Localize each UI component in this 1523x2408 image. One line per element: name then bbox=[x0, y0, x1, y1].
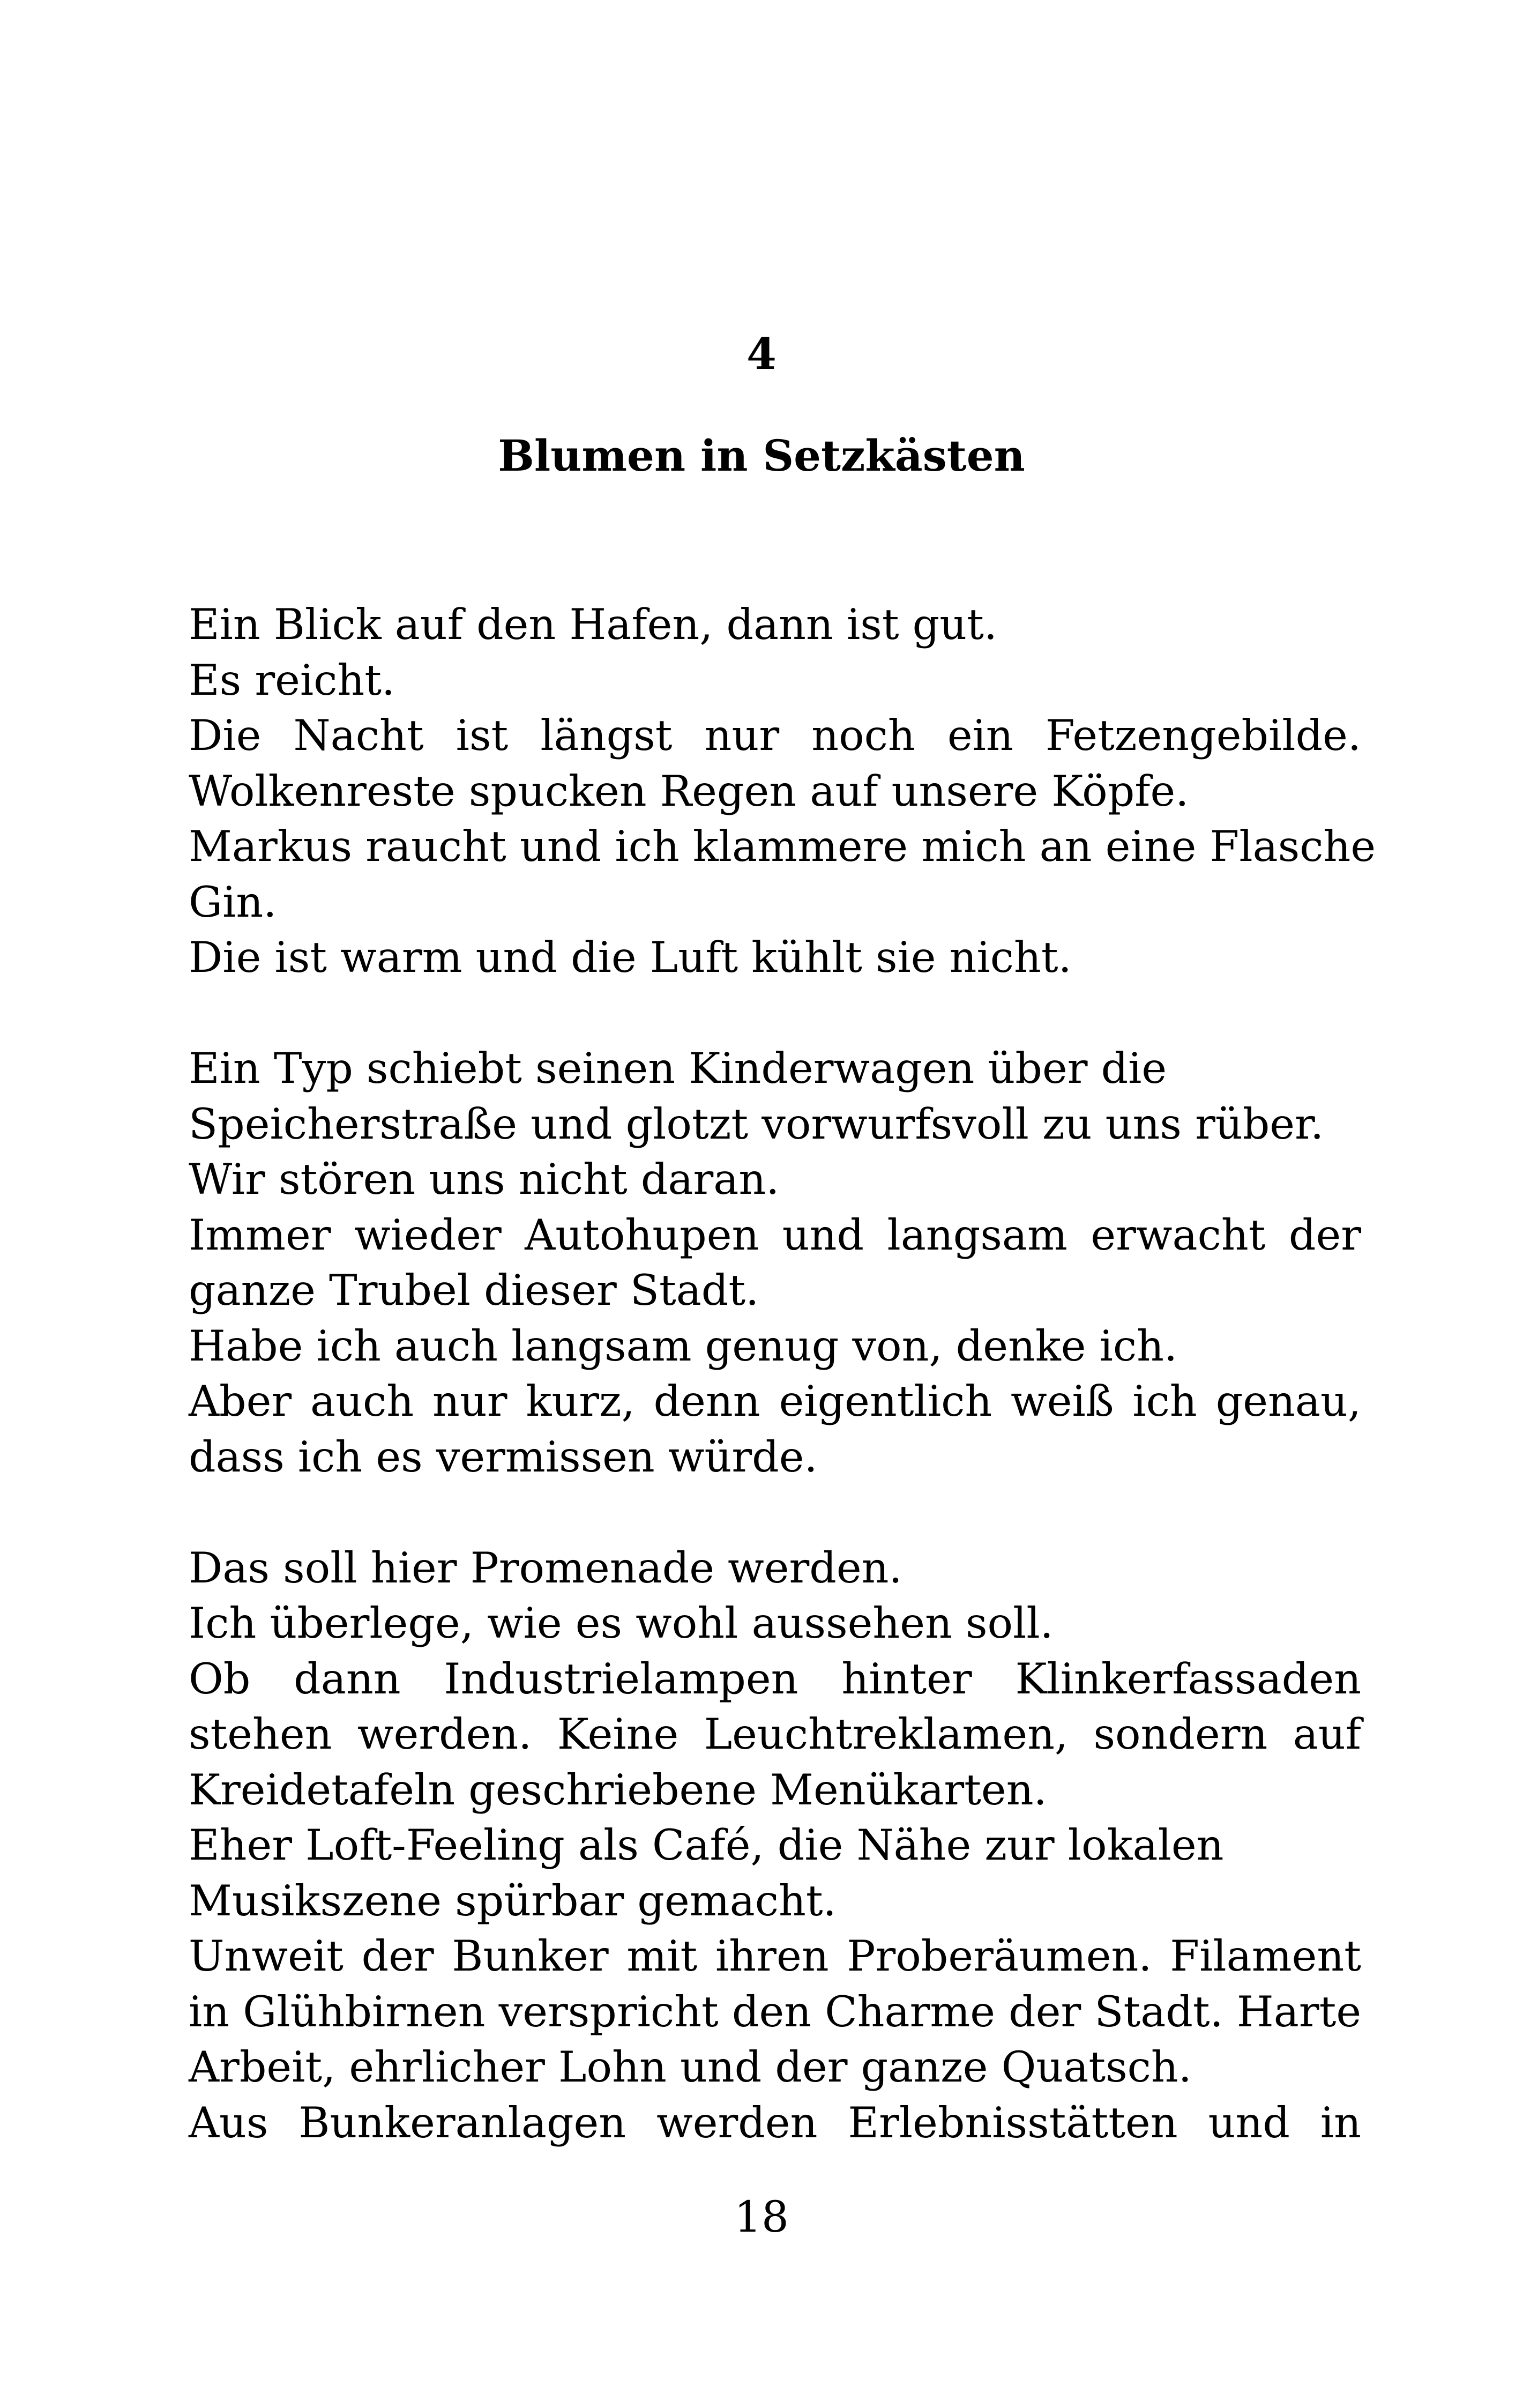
paragraph-gap bbox=[189, 986, 1361, 1042]
text-line: Wir stören uns nicht daran. bbox=[189, 1155, 780, 1204]
text-line: in Glühbirnen verspricht den Charme der Stadt. Harte bbox=[189, 1987, 1362, 2037]
text-line: Ein Typ schiebt seinen Kinderwagen über die bbox=[189, 1044, 1167, 1093]
text-line: Das soll hier Promenade werden. bbox=[189, 1543, 902, 1593]
chapter-title: Blumen in Setzkästen bbox=[498, 430, 1025, 481]
text-line: Kreidetafeln geschriebene Menükarten. bbox=[189, 1765, 1047, 1815]
text-line: Unweit der Bunker mit ihren Proberäumen. Filament bbox=[189, 1931, 1361, 1981]
text-line: Gin. bbox=[189, 877, 277, 927]
body-text bbox=[189, 597, 1376, 2151]
paragraph bbox=[189, 1041, 1361, 1485]
text-line: Eher Loft-Feeling als Café, die Nähe zur lokalen bbox=[189, 1820, 1224, 1870]
text-line: Speicherstraße und glotzt vorwurfsvoll zu uns rüber. bbox=[189, 1099, 1324, 1149]
text-line: dass ich es vermissen würde. bbox=[189, 1432, 818, 1482]
text-line: Ein Blick auf den Hafen, dann ist gut. bbox=[189, 600, 997, 649]
text-line: Ich überlege, wie es wohl aussehen soll. bbox=[189, 1599, 1054, 1648]
text-line: Ob dann Industrielampen hinter Klinkerfassaden bbox=[189, 1654, 1361, 1704]
paragraph-gap bbox=[189, 1485, 1361, 1541]
text-line: Musikszene spürbar gemacht. bbox=[189, 1876, 837, 1926]
text-line: Markus raucht und ich klammere mich an eine Flasche bbox=[189, 822, 1376, 871]
paragraph bbox=[189, 1541, 1361, 2151]
text-line: Wolkenreste spucken Regen auf unsere Köpfe. bbox=[189, 766, 1189, 816]
text-line: Arbeit, ehrlicher Lohn und der ganze Quatsch. bbox=[189, 2042, 1192, 2092]
text-line: Es reicht. bbox=[189, 655, 395, 705]
text-line: ganze Trubel dieser Stadt. bbox=[189, 1266, 759, 1315]
text-line: Immer wieder Autohupen und langsam erwacht der bbox=[189, 1210, 1361, 1260]
paragraph bbox=[189, 597, 1376, 986]
page-number: 18 bbox=[734, 2192, 789, 2242]
text-line: Aber auch nur kurz, denn eigentlich weiß ich genau, bbox=[189, 1377, 1361, 1426]
text-line: Aus Bunkeranlagen werden Erlebnisstätten und in bbox=[189, 2098, 1361, 2147]
text-line: Habe ich auch langsam genug von, denke ich. bbox=[189, 1321, 1178, 1371]
chapter-number: 4 bbox=[746, 329, 777, 379]
text-line: Die ist warm und die Luft kühlt sie nicht. bbox=[189, 933, 1072, 982]
text-line: Die Nacht ist längst nur noch ein Fetzengebilde. bbox=[189, 711, 1361, 760]
text-line: stehen werden. Keine Leuchtreklamen, sondern auf bbox=[189, 1710, 1361, 1759]
